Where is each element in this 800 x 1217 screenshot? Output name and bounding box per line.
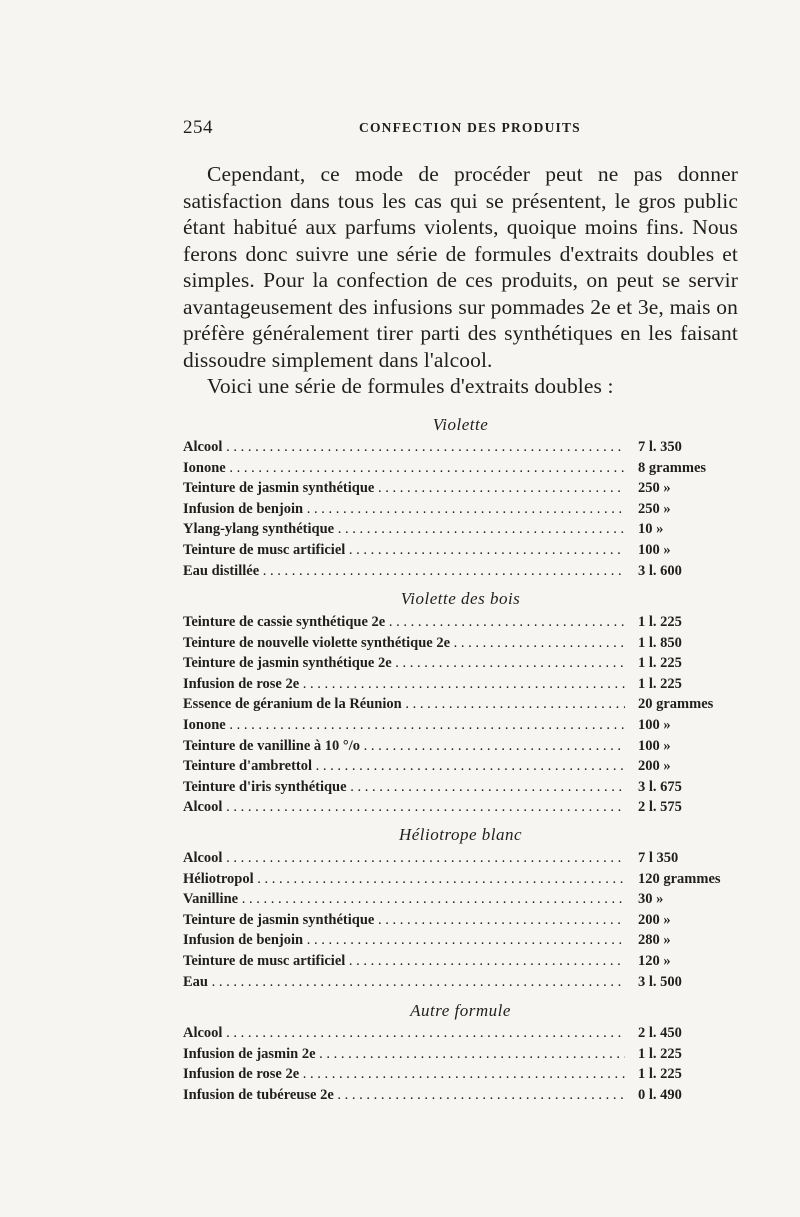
recipe-row	[183, 561, 743, 582]
ingredient-quantity: 30 »	[638, 891, 664, 908]
ingredient-quantity: 100 »	[638, 716, 671, 733]
ingredient-name: Teinture de vanilline à 10 °/o . . .	[183, 736, 625, 757]
ingredient-name: Infusion de tubéreuse 2e . . .	[183, 1085, 625, 1106]
ingredient-name: Eau . . .	[183, 972, 625, 993]
ingredient-name: Teinture de nouvelle violette synthétique 2e . . .	[183, 633, 625, 654]
recipe-row	[183, 889, 743, 910]
recipe-violette	[183, 437, 743, 581]
recipe-row	[183, 674, 743, 695]
recipe-row	[183, 1085, 743, 1106]
ingredient-quantity: 20 grammes	[638, 696, 714, 713]
recipe-row	[183, 1044, 743, 1065]
running-title: CONFECTION DES PRODUITS	[359, 120, 581, 135]
ingredient-name: Teinture de cassie synthétique 2e . . .	[183, 612, 625, 633]
ingredient-name: Infusion de rose 2e . . .	[183, 674, 625, 695]
recipe-row	[183, 910, 743, 931]
ingredient-quantity: 7 l 350	[638, 850, 679, 866]
ingredient-name: Infusion de benjoin . . .	[183, 930, 625, 951]
recipe-row	[183, 540, 743, 561]
ingredient-quantity: 1 l. 850	[638, 634, 682, 651]
ingredient-quantity: 200 »	[638, 911, 671, 928]
page-number: 254	[183, 117, 213, 138]
ingredient-quantity: 10 »	[638, 521, 664, 538]
ingredient-quantity: 1 l. 225	[638, 1066, 682, 1083]
ingredient-quantity: 3 l. 500	[638, 973, 682, 990]
ingredient-quantity: 1 l. 225	[638, 655, 682, 672]
recipe-row	[183, 458, 743, 479]
recipe-violette-des-bois	[183, 612, 743, 818]
recipe-heliotrope-blanc	[183, 848, 743, 992]
ingredient-name: Ionone . . .	[183, 458, 625, 479]
ingredient-name: Teinture de jasmin synthétique . . .	[183, 478, 625, 499]
section-title-autre-formule: Autre formule	[410, 1001, 511, 1020]
ingredient-name: Héliotropol . . .	[183, 869, 625, 890]
recipe-row	[183, 1023, 743, 1044]
ingredient-quantity: 1 l. 225	[638, 675, 682, 692]
lead-in-sentence: Voici une série de formules d'extraits doubles :	[207, 374, 614, 398]
page-header	[183, 117, 613, 139]
recipe-autre-formule	[183, 1023, 743, 1105]
ingredient-quantity: 1 l. 225	[638, 614, 682, 630]
ingredient-quantity: 100 »	[638, 737, 671, 754]
ingredient-quantity: 3 l. 675	[638, 778, 682, 795]
recipe-row	[183, 519, 743, 540]
recipe-row	[183, 797, 743, 818]
recipe-row	[183, 715, 743, 736]
ingredient-quantity: 120 »	[638, 952, 671, 969]
ingredient-quantity: 2 l. 575	[638, 799, 682, 816]
ingredient-name: Teinture de jasmin synthétique 2e . . .	[183, 653, 625, 674]
ingredient-name: Eau distillée . . .	[183, 561, 625, 582]
ingredient-quantity: 200 »	[638, 758, 671, 775]
ingredient-name: Essence de géranium de la Réunion . . .	[183, 694, 625, 715]
recipe-row	[183, 972, 743, 993]
intro-text	[183, 161, 738, 400]
recipe-row	[183, 777, 743, 798]
ingredient-name: Ylang-ylang synthétique . . .	[183, 519, 625, 540]
intro-paragraph: Cependant, ce mode de procéder peut ne pas donner satisfaction dans tous les cas qui se présentent, le gros public étant habitué aux parfums violents, quoique moins fins. Nous ferons donc suivre une série de formules d'extraits doubles et simples. Pour la confection de ces produits, on peut se servir avantageusement des infusions sur pommades 2e et 3e, mais on préfère généralement tirer parti des synthétiques en les faisant dissoudre simplement dans l'alcool.	[183, 162, 738, 372]
recipe-row	[183, 848, 743, 869]
recipe-row	[183, 694, 743, 715]
ingredient-name: Alcool . . .	[183, 848, 625, 869]
recipe-row	[183, 612, 743, 633]
ingredient-quantity: 2 l. 450	[638, 1025, 682, 1041]
ingredient-name: Vanilline . . .	[183, 889, 625, 910]
recipe-row	[183, 653, 743, 674]
section-title-heliotrope-blanc: Héliotrope blanc	[398, 825, 523, 844]
ingredient-quantity: 0 l. 490	[638, 1086, 682, 1103]
ingredient-name: Infusion de rose 2e . . .	[183, 1064, 625, 1085]
ingredient-quantity: 250 »	[638, 480, 671, 497]
ingredient-name: Teinture de musc artificiel . . .	[183, 951, 625, 972]
ingredient-quantity: 1 l. 225	[638, 1045, 682, 1062]
ingredient-name: Teinture de musc artificiel . . .	[183, 540, 625, 561]
recipe-row	[183, 499, 743, 520]
ingredient-name: Alcool . . .	[183, 437, 625, 458]
recipe-row	[183, 869, 743, 890]
recipe-row	[183, 951, 743, 972]
ingredient-name: Teinture de jasmin synthétique . . .	[183, 910, 625, 931]
ingredient-quantity: 7 l. 350	[638, 439, 682, 455]
ingredient-name: Alcool . . .	[183, 1023, 625, 1044]
recipe-row	[183, 633, 743, 654]
recipe-row	[183, 1064, 743, 1085]
ingredient-quantity: 120 grammes	[638, 870, 721, 887]
ingredient-quantity: 250 »	[638, 500, 671, 517]
ingredient-name: Ionone . . .	[183, 715, 625, 736]
ingredient-name: Infusion de benjoin . . .	[183, 499, 625, 520]
recipe-row	[183, 478, 743, 499]
ingredient-name: Teinture d'iris synthétique . . .	[183, 777, 625, 798]
ingredient-quantity: 8 grammes	[638, 459, 707, 476]
section-title-violette-des-bois: Violette des bois	[400, 589, 521, 608]
ingredient-name: Alcool . . .	[183, 797, 625, 818]
recipe-row	[183, 930, 743, 951]
ingredient-name: Infusion de jasmin 2e . . .	[183, 1044, 625, 1065]
ingredient-quantity: 280 »	[638, 932, 671, 949]
recipe-row	[183, 437, 743, 458]
recipe-row	[183, 756, 743, 777]
ingredient-name: Teinture d'ambrettol . . .	[183, 756, 625, 777]
recipe-row	[183, 736, 743, 757]
section-title-violette: Violette	[432, 415, 489, 434]
ingredient-quantity: 3 l. 600	[638, 562, 682, 579]
ingredient-quantity: 100 »	[638, 541, 671, 558]
